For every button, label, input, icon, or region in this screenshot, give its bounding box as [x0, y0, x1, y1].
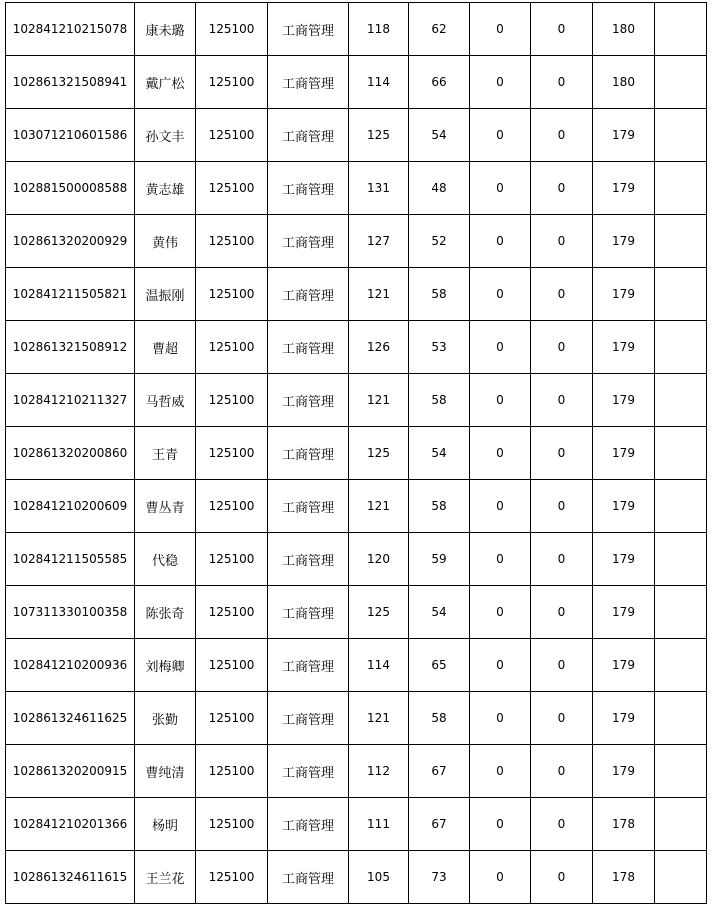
remark-cell — [655, 374, 707, 427]
score-3-cell: 0 — [470, 427, 531, 480]
name-cell: 曹超 — [135, 321, 196, 374]
score-4-cell: 0 — [531, 798, 593, 851]
name-cell: 代稳 — [135, 533, 196, 586]
major-code-cell: 125100 — [196, 692, 268, 745]
total-score-cell: 179 — [593, 692, 655, 745]
score-4-cell: 0 — [531, 692, 593, 745]
major-code-cell: 125100 — [196, 3, 268, 56]
major-name-cell: 工商管理 — [268, 321, 349, 374]
score-4-cell: 0 — [531, 215, 593, 268]
score-1-cell: 118 — [349, 3, 409, 56]
table-body — [6, 3, 707, 904]
table-row — [6, 56, 707, 109]
score-1-cell: 121 — [349, 268, 409, 321]
major-code-cell: 125100 — [196, 586, 268, 639]
remark-cell — [655, 798, 707, 851]
score-4-cell: 0 — [531, 109, 593, 162]
candidate-id-cell: 102841210215078 — [6, 3, 135, 56]
name-cell: 杨明 — [135, 798, 196, 851]
score-3-cell: 0 — [470, 533, 531, 586]
major-code-cell: 125100 — [196, 745, 268, 798]
score-4-cell: 0 — [531, 374, 593, 427]
table-row — [6, 374, 707, 427]
score-1-cell: 114 — [349, 56, 409, 109]
name-cell: 戴广松 — [135, 56, 196, 109]
score-1-cell: 131 — [349, 162, 409, 215]
score-1-cell: 112 — [349, 745, 409, 798]
score-2-cell: 62 — [409, 3, 470, 56]
name-cell: 张勤 — [135, 692, 196, 745]
major-name-cell: 工商管理 — [268, 692, 349, 745]
total-score-cell: 179 — [593, 215, 655, 268]
remark-cell — [655, 745, 707, 798]
score-4-cell: 0 — [531, 745, 593, 798]
candidate-id-cell: 102841210211327 — [6, 374, 135, 427]
total-score-cell: 179 — [593, 374, 655, 427]
score-2-cell: 58 — [409, 268, 470, 321]
major-code-cell: 125100 — [196, 162, 268, 215]
score-1-cell: 121 — [349, 692, 409, 745]
score-1-cell: 125 — [349, 586, 409, 639]
name-cell: 曹纯清 — [135, 745, 196, 798]
score-2-cell: 48 — [409, 162, 470, 215]
score-3-cell: 0 — [470, 162, 531, 215]
score-3-cell: 0 — [470, 745, 531, 798]
major-name-cell: 工商管理 — [268, 427, 349, 480]
total-score-cell: 179 — [593, 586, 655, 639]
major-code-cell: 125100 — [196, 798, 268, 851]
table-row — [6, 215, 707, 268]
total-score-cell: 179 — [593, 162, 655, 215]
name-cell: 刘梅卿 — [135, 639, 196, 692]
name-cell: 王兰花 — [135, 851, 196, 904]
total-score-cell: 179 — [593, 533, 655, 586]
major-name-cell: 工商管理 — [268, 639, 349, 692]
remark-cell — [655, 109, 707, 162]
score-4-cell: 0 — [531, 533, 593, 586]
score-2-cell: 54 — [409, 427, 470, 480]
score-4-cell: 0 — [531, 268, 593, 321]
candidate-id-cell: 102881500008588 — [6, 162, 135, 215]
score-1-cell: 120 — [349, 533, 409, 586]
candidate-id-cell: 102861321508941 — [6, 56, 135, 109]
name-cell: 陈张奇 — [135, 586, 196, 639]
major-name-cell: 工商管理 — [268, 374, 349, 427]
score-1-cell: 114 — [349, 639, 409, 692]
table-row — [6, 745, 707, 798]
major-name-cell: 工商管理 — [268, 268, 349, 321]
remark-cell — [655, 480, 707, 533]
major-code-cell: 125100 — [196, 480, 268, 533]
total-score-cell: 179 — [593, 480, 655, 533]
name-cell: 王青 — [135, 427, 196, 480]
major-name-cell: 工商管理 — [268, 3, 349, 56]
score-2-cell: 58 — [409, 480, 470, 533]
score-3-cell: 0 — [470, 639, 531, 692]
name-cell: 曹丛青 — [135, 480, 196, 533]
remark-cell — [655, 692, 707, 745]
candidate-id-cell: 102861320200915 — [6, 745, 135, 798]
total-score-cell: 179 — [593, 639, 655, 692]
remark-cell — [655, 215, 707, 268]
remark-cell — [655, 851, 707, 904]
major-code-cell: 125100 — [196, 56, 268, 109]
score-3-cell: 0 — [470, 321, 531, 374]
score-1-cell: 125 — [349, 427, 409, 480]
score-2-cell: 73 — [409, 851, 470, 904]
score-4-cell: 0 — [531, 427, 593, 480]
score-4-cell: 0 — [531, 639, 593, 692]
score-3-cell: 0 — [470, 692, 531, 745]
score-2-cell: 54 — [409, 586, 470, 639]
major-name-cell: 工商管理 — [268, 745, 349, 798]
major-name-cell: 工商管理 — [268, 480, 349, 533]
total-score-cell: 179 — [593, 268, 655, 321]
major-name-cell: 工商管理 — [268, 215, 349, 268]
score-1-cell: 126 — [349, 321, 409, 374]
remark-cell — [655, 586, 707, 639]
candidate-id-cell: 102841210201366 — [6, 798, 135, 851]
name-cell: 黄伟 — [135, 215, 196, 268]
score-3-cell: 0 — [470, 798, 531, 851]
candidate-id-cell: 102841211505585 — [6, 533, 135, 586]
score-3-cell: 0 — [470, 268, 531, 321]
major-name-cell: 工商管理 — [268, 851, 349, 904]
remark-cell — [655, 56, 707, 109]
major-code-cell: 125100 — [196, 851, 268, 904]
score-4-cell: 0 — [531, 3, 593, 56]
name-cell: 康未璐 — [135, 3, 196, 56]
table-row — [6, 533, 707, 586]
major-name-cell: 工商管理 — [268, 798, 349, 851]
major-code-cell: 125100 — [196, 374, 268, 427]
score-3-cell: 0 — [470, 851, 531, 904]
score-1-cell: 127 — [349, 215, 409, 268]
score-3-cell: 0 — [470, 374, 531, 427]
major-name-cell: 工商管理 — [268, 109, 349, 162]
score-table — [5, 2, 707, 904]
total-score-cell: 179 — [593, 745, 655, 798]
table-row — [6, 851, 707, 904]
candidate-id-cell: 102861320200929 — [6, 215, 135, 268]
score-2-cell: 58 — [409, 374, 470, 427]
score-3-cell: 0 — [470, 480, 531, 533]
table-row — [6, 692, 707, 745]
major-code-cell: 125100 — [196, 427, 268, 480]
name-cell: 孙文丰 — [135, 109, 196, 162]
major-code-cell: 125100 — [196, 533, 268, 586]
candidate-id-cell: 102861324611625 — [6, 692, 135, 745]
table-row — [6, 586, 707, 639]
major-name-cell: 工商管理 — [268, 586, 349, 639]
score-1-cell: 121 — [349, 480, 409, 533]
major-code-cell: 125100 — [196, 639, 268, 692]
score-1-cell: 111 — [349, 798, 409, 851]
total-score-cell: 180 — [593, 3, 655, 56]
remark-cell — [655, 162, 707, 215]
score-4-cell: 0 — [531, 321, 593, 374]
score-1-cell: 125 — [349, 109, 409, 162]
score-3-cell: 0 — [470, 586, 531, 639]
table-row — [6, 3, 707, 56]
score-4-cell: 0 — [531, 162, 593, 215]
name-cell: 黄志雄 — [135, 162, 196, 215]
table-row — [6, 321, 707, 374]
remark-cell — [655, 3, 707, 56]
candidate-id-cell: 102861320200860 — [6, 427, 135, 480]
score-3-cell: 0 — [470, 3, 531, 56]
major-name-cell: 工商管理 — [268, 56, 349, 109]
score-1-cell: 121 — [349, 374, 409, 427]
table-row — [6, 798, 707, 851]
remark-cell — [655, 321, 707, 374]
score-2-cell: 66 — [409, 56, 470, 109]
total-score-cell: 178 — [593, 851, 655, 904]
major-code-cell: 125100 — [196, 109, 268, 162]
total-score-cell: 178 — [593, 798, 655, 851]
name-cell: 马哲威 — [135, 374, 196, 427]
candidate-id-cell: 102841211505821 — [6, 268, 135, 321]
score-4-cell: 0 — [531, 480, 593, 533]
major-name-cell: 工商管理 — [268, 162, 349, 215]
total-score-cell: 179 — [593, 321, 655, 374]
candidate-id-cell: 102861324611615 — [6, 851, 135, 904]
score-1-cell: 105 — [349, 851, 409, 904]
major-code-cell: 125100 — [196, 215, 268, 268]
score-3-cell: 0 — [470, 215, 531, 268]
candidate-id-cell: 102841210200936 — [6, 639, 135, 692]
table-row — [6, 427, 707, 480]
table-row — [6, 268, 707, 321]
score-3-cell: 0 — [470, 109, 531, 162]
total-score-cell: 179 — [593, 109, 655, 162]
remark-cell — [655, 639, 707, 692]
remark-cell — [655, 427, 707, 480]
name-cell: 温振刚 — [135, 268, 196, 321]
score-2-cell: 67 — [409, 798, 470, 851]
score-2-cell: 53 — [409, 321, 470, 374]
major-code-cell: 125100 — [196, 268, 268, 321]
total-score-cell: 180 — [593, 56, 655, 109]
major-code-cell: 125100 — [196, 321, 268, 374]
score-3-cell: 0 — [470, 56, 531, 109]
table-row — [6, 480, 707, 533]
candidate-id-cell: 102841210200609 — [6, 480, 135, 533]
score-4-cell: 0 — [531, 851, 593, 904]
score-4-cell: 0 — [531, 586, 593, 639]
candidate-id-cell: 107311330100358 — [6, 586, 135, 639]
table-row — [6, 639, 707, 692]
score-2-cell: 58 — [409, 692, 470, 745]
total-score-cell: 179 — [593, 427, 655, 480]
score-2-cell: 54 — [409, 109, 470, 162]
score-2-cell: 65 — [409, 639, 470, 692]
score-2-cell: 59 — [409, 533, 470, 586]
score-2-cell: 52 — [409, 215, 470, 268]
remark-cell — [655, 533, 707, 586]
major-name-cell: 工商管理 — [268, 533, 349, 586]
table-row — [6, 109, 707, 162]
score-4-cell: 0 — [531, 56, 593, 109]
score-2-cell: 67 — [409, 745, 470, 798]
remark-cell — [655, 268, 707, 321]
table-row — [6, 162, 707, 215]
candidate-id-cell: 102861321508912 — [6, 321, 135, 374]
candidate-id-cell: 103071210601586 — [6, 109, 135, 162]
